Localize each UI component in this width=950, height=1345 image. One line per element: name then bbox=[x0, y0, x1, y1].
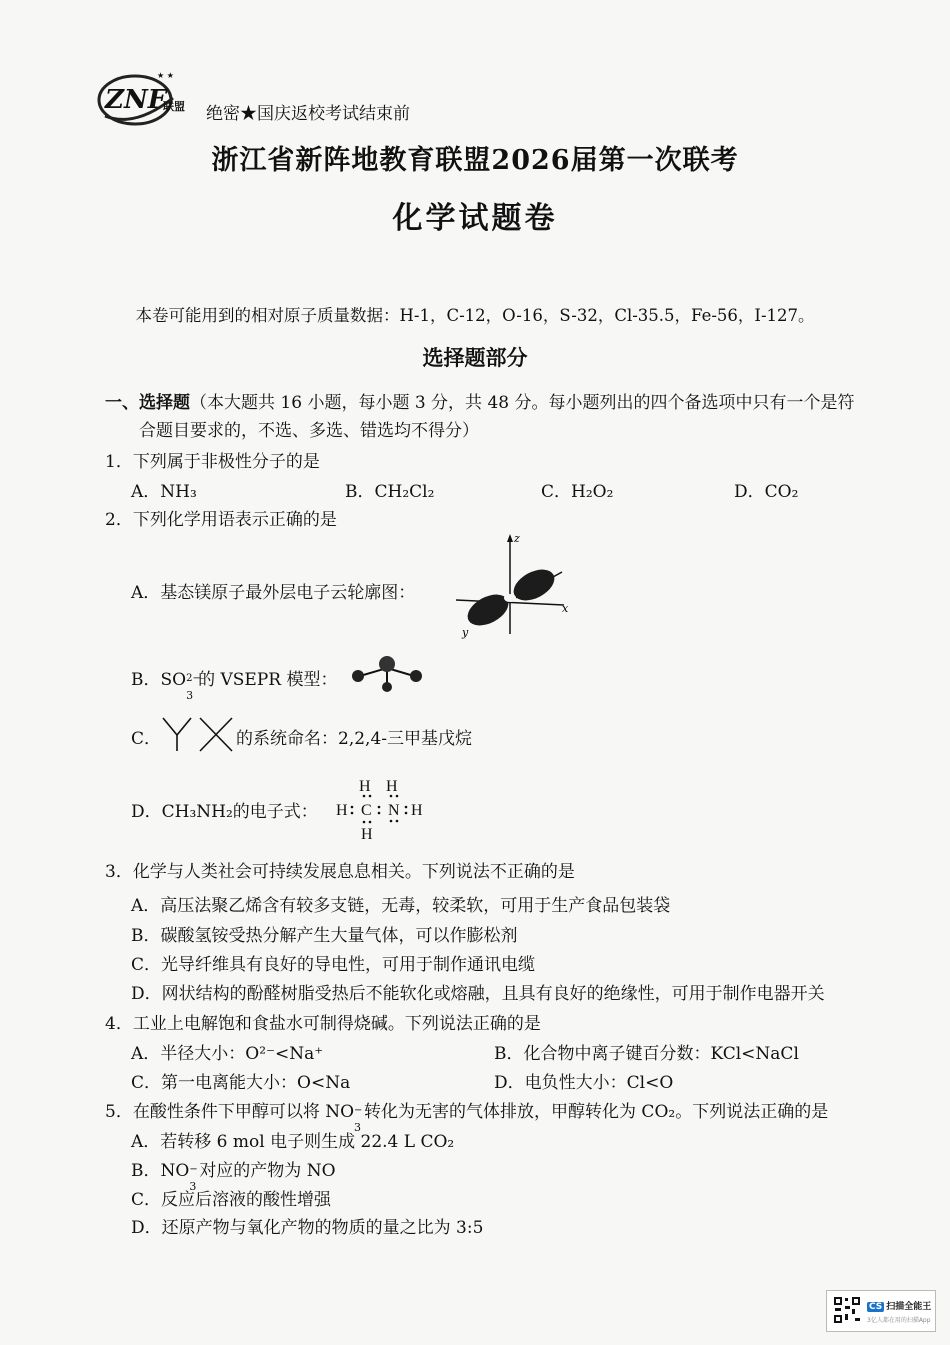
section-title: 选择题部分 bbox=[422, 345, 528, 370]
q1-option-b: B．CH₂Cl₂ bbox=[345, 482, 435, 502]
q3-stem: 3．化学与人类社会可持续发展息息相关。下列说法不正确的是 bbox=[105, 862, 575, 882]
q1-option-a: A．NH₃ bbox=[131, 482, 197, 502]
q3-option-a: A．高压法聚乙烯含有较多支链，无毒，较柔软，可用于生产食品包装袋 bbox=[131, 896, 671, 916]
q3-option-b: B．碳酸氢铵受热分解产生大量气体，可以作膨松剂 bbox=[131, 926, 518, 946]
electron-dot-formula bbox=[333, 773, 433, 843]
p-orbital-diagram bbox=[452, 530, 577, 642]
svg-text:联盟: 联盟 bbox=[163, 100, 185, 113]
scanner-tagline: 3亿人都在用的扫描App bbox=[867, 1317, 931, 1324]
q3-option-c: C．光导纤维具有良好的导电性，可用于制作通讯电缆 bbox=[131, 955, 536, 975]
scanner-name: CS 扫描全能王 bbox=[869, 1302, 932, 1312]
exam-subtitle: 化学试题卷 bbox=[392, 201, 558, 236]
q4-option-b: B．化合物中离子键百分数：KCl<NaCl bbox=[494, 1044, 799, 1064]
znf-logo bbox=[95, 68, 190, 130]
q5-option-d: D．还原产物与氧化产物的物质的量之比为 3:5 bbox=[131, 1218, 484, 1238]
exam-title: 浙江省新阵地教育联盟2026届第一次联考 bbox=[211, 145, 739, 176]
axis-z-label: z bbox=[514, 532, 520, 545]
svg-text:H: H bbox=[359, 778, 371, 795]
axis-x-label: x bbox=[562, 602, 569, 615]
skeletal-formula bbox=[160, 715, 235, 753]
instructions-text-1: （本大题共 16 小题，每小题 3 分，共 48 分。每小题列出的四个备选项中只有一个是符 bbox=[190, 393, 855, 413]
svg-text:H: H bbox=[361, 826, 373, 843]
svg-text:H: H bbox=[411, 802, 423, 819]
q1-option-d: D．CO₂ bbox=[734, 482, 799, 502]
svg-text:C: C bbox=[361, 802, 372, 819]
vsepr-model bbox=[350, 652, 425, 694]
q5-option-a: A．若转移 6 mol 电子则生成 22.4 L CO₂ bbox=[131, 1132, 455, 1152]
atomic-masses: 本卷可能用到的相对原子质量数据：H-1，C-12，O-16，S-32，Cl-35.5，Fe-56，I-127。 bbox=[135, 306, 815, 325]
q4-option-d: D．电负性大小：Cl<O bbox=[494, 1073, 674, 1093]
svg-text:N: N bbox=[388, 802, 400, 819]
svg-text:H: H bbox=[336, 802, 348, 819]
instructions-line-1 bbox=[105, 388, 855, 413]
q2-option-d: D．CH₃NH₂的电子式： bbox=[131, 802, 318, 822]
q5-option-c: C．反应后溶液的酸性增强 bbox=[131, 1190, 332, 1210]
q2-stem: 2．下列化学用语表示正确的是 bbox=[105, 510, 337, 530]
instructions-heading: 一、选择题 bbox=[105, 393, 190, 413]
secret-notice: 绝密★国庆返校考试结束前 bbox=[206, 104, 410, 124]
q2-option-b: B．SO 2− 3 的 VSEPR 模型： bbox=[131, 670, 338, 702]
q3-option-d: D．网状结构的酚醛树脂受热后不能软化或熔融，且具有良好的绝缘性，可用于制作电器开关 bbox=[131, 984, 825, 1004]
instructions-line-2: 合题目要求的，不选、多选、错选均不得分） bbox=[139, 421, 479, 441]
scanner-watermark bbox=[826, 1290, 936, 1332]
q5-option-b: B．NO − 3 对应的产物为 NO bbox=[131, 1161, 336, 1193]
q2-option-a: A．基态镁原子最外层电子云轮廓图： bbox=[131, 583, 416, 603]
svg-text:ZNF: ZNF bbox=[105, 85, 167, 115]
q2-option-c: 的系统命名：2,2,4-三甲基戊烷 bbox=[236, 729, 472, 749]
q4-stem: 4．工业上电解饱和食盐水可制得烧碱。下列说法正确的是 bbox=[105, 1014, 541, 1034]
axis-y-label: y bbox=[462, 626, 469, 639]
svg-text:★ ★: ★ ★ bbox=[157, 71, 174, 80]
q1-stem: 1．下列属于非极性分子的是 bbox=[105, 452, 320, 472]
q1-option-c: C．H₂O₂ bbox=[541, 482, 614, 502]
q2-option-c-label: C． bbox=[131, 729, 162, 749]
q5-stem: 5．在酸性条件下甲醇可以将 NO − 3 转化为无害的气体排放，甲醇转化为 CO₂。下列说法正确的是 bbox=[105, 1102, 829, 1134]
q4-option-c: C．第一电离能大小：O<Na bbox=[131, 1073, 351, 1093]
qr-code-icon bbox=[833, 1296, 861, 1324]
q4-option-a: A．半径大小：O²⁻<Na⁺ bbox=[131, 1044, 324, 1064]
svg-text:H: H bbox=[386, 778, 398, 795]
